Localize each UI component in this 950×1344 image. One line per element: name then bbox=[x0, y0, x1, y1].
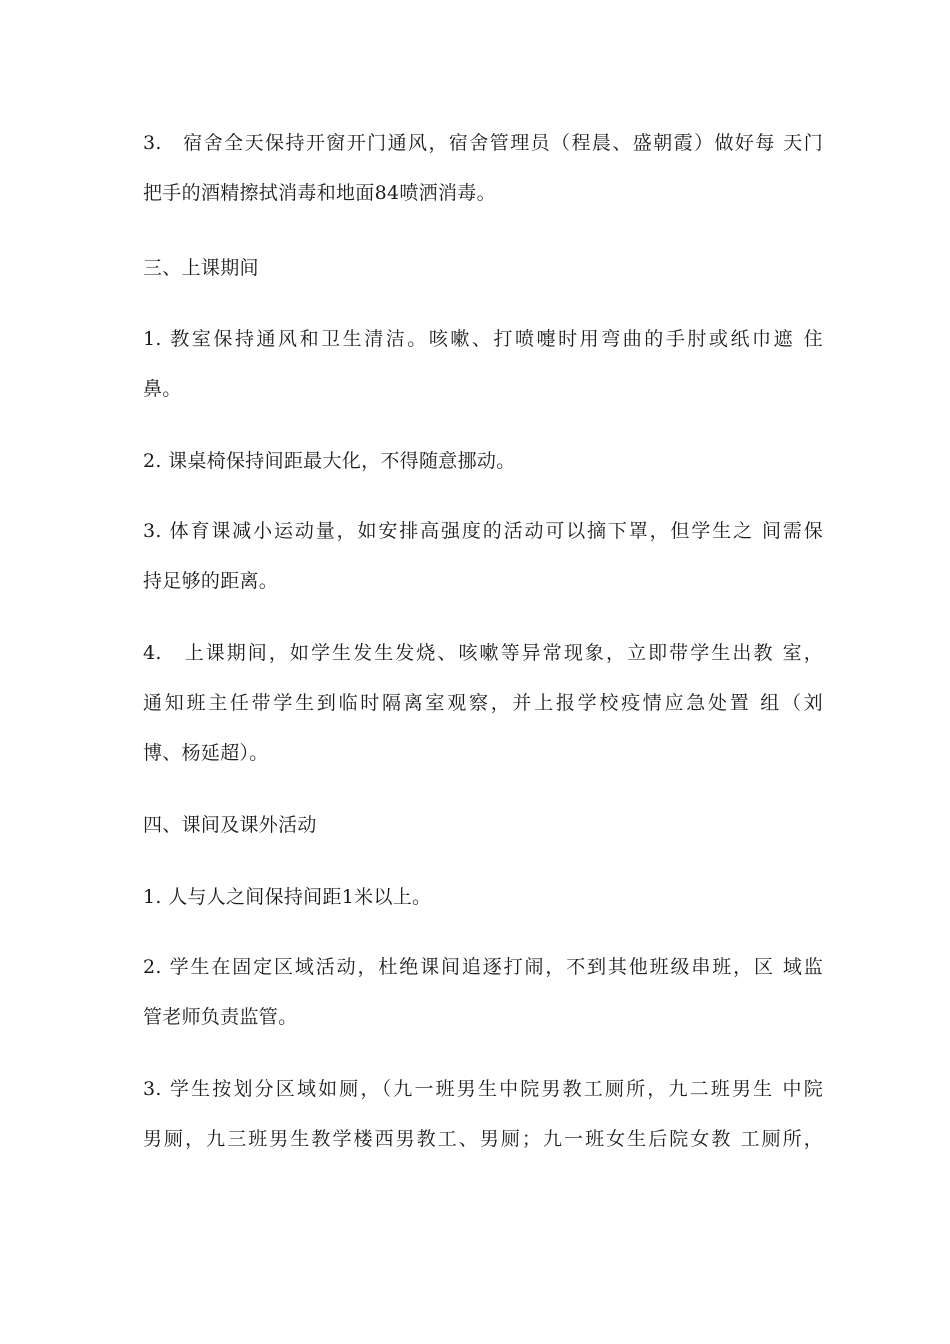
item-1-line-1: 1. 教室保持通风和卫生清洁。咳嗽、打喷嚏时用弯曲的手肘或纸巾遮 住 bbox=[143, 328, 823, 350]
paragraph-3-line-2: 把手的酒精擦拭消毒和地面84喷洒消毒。 bbox=[143, 182, 496, 204]
item-3-line-2: 持足够的距离。 bbox=[143, 570, 279, 592]
item-4-line-1: 4. 上课期间，如学生发生发烧、咳嗽等异常现象，立即带学生出教 室， bbox=[143, 642, 823, 664]
item-4-line-3: 博、杨延超）。 bbox=[143, 742, 269, 764]
item-1-line-2: 鼻。 bbox=[143, 378, 182, 400]
activity-item-3-line-2: 男厕，九三班男生教学楼西男教工、男厕；九一班女生后院女教 工厕所， bbox=[143, 1128, 823, 1150]
activity-item-3-line-1: 3. 学生按划分区域如厕，（九一班男生中院男教工厕所，九二班男生 中院 bbox=[143, 1078, 823, 1100]
activity-item-2-line-2: 管老师负责监管。 bbox=[143, 1006, 298, 1028]
item-2-line-1: 2. 课桌椅保持间距最大化，不得随意挪动。 bbox=[143, 450, 516, 472]
section-heading-break-activities: 四、课间及课外活动 bbox=[143, 814, 317, 836]
item-4-line-2: 通知班主任带学生到临时隔离室观察，并上报学校疫情应急处置 组（刘 bbox=[143, 692, 823, 714]
activity-item-2-line-1: 2. 学生在固定区域活动，杜绝课间追逐打闹，不到其他班级串班，区 域监 bbox=[143, 956, 823, 978]
paragraph-3-line-1: 3. 宿舍全天保持开窗开门通风，宿舍管理员（程晨、盛朝霞）做好每 天门 bbox=[143, 132, 823, 154]
item-3-line-1: 3. 体育课减小运动量，如安排高强度的活动可以摘下罩，但学生之 间需保 bbox=[143, 520, 823, 542]
activity-item-1-line-1: 1. 人与人之间保持间距1米以上。 bbox=[143, 886, 432, 908]
section-heading-class-time: 三、上课期间 bbox=[143, 257, 259, 279]
